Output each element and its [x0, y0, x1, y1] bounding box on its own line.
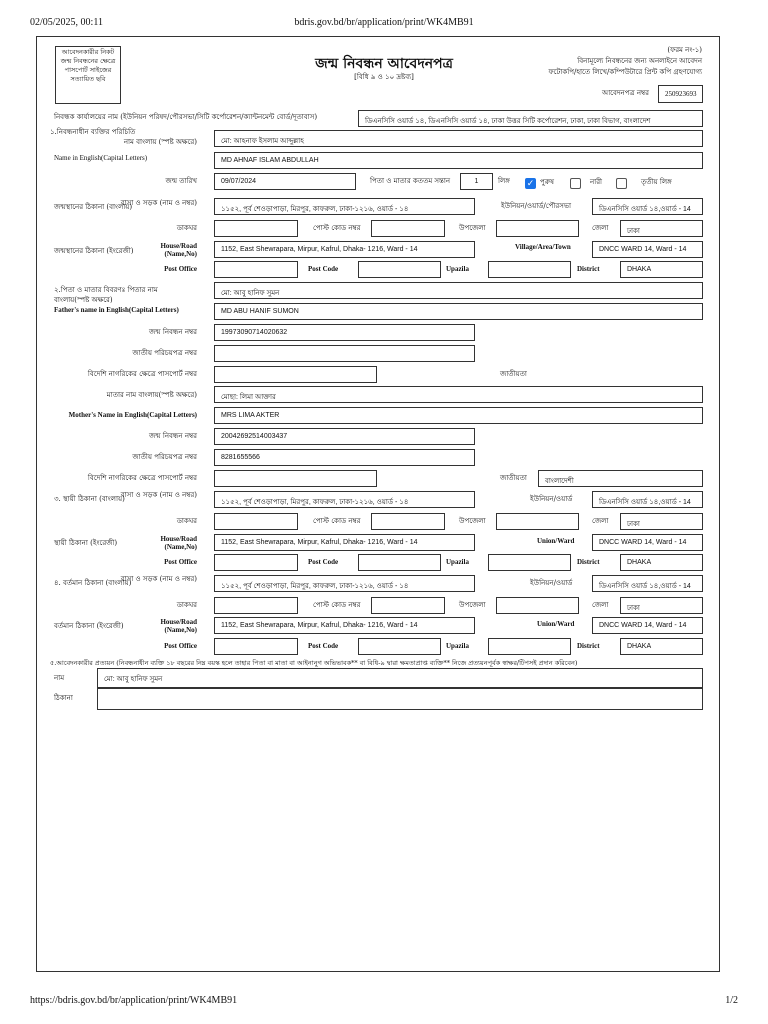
male-label: পুরুষ [540, 178, 554, 186]
present-house-bn-label: বাসা ও সড়ক (নাম ও নম্বর) [120, 575, 197, 583]
present-postcode-en [358, 638, 441, 655]
applicant-address-field [97, 688, 703, 710]
mother-name-bn-field: মোছা: লিমা আক্তার [214, 386, 703, 403]
mother-nationality-label: জাতীয়তা [500, 474, 527, 482]
present-postcode-bn-label: পোস্ট কোড নম্বর [313, 601, 361, 609]
child-order-field: 1 [460, 173, 493, 190]
copy-note: ফটোকপি/হাতে লিখে/কম্পিউটারে প্রিন্ট কপি গ্রহণযোগ্য [548, 68, 702, 76]
print-datetime: 02/05/2025, 00:11 [30, 17, 103, 28]
permanent-en-label: স্থায়ী ঠিকানা (ইংরেজী) [54, 539, 118, 547]
birthplace-house-bn: ১১৫২, পূর্ব শেওড়াপাড়া, মিরপুর, কাফরুল, ঢাকা-১২১৬, ওয়ার্ড - ১৪ [214, 198, 475, 215]
birthplace-upazila-en [488, 261, 571, 278]
photo-placeholder: আবেদনকারীর নিকট জন্ম নিবন্ধনের ক্ষেত্রে পাসপোর্ট সাইজের সত্যায়িত ছবি [55, 46, 121, 104]
father-passport-label: বিদেশি নাগরিকের ক্ষেত্রে পাসপোর্ট নম্বর [87, 370, 197, 378]
applicant-name-label: নাম [54, 674, 65, 682]
birthplace-union-bn-label: ইউনিয়ন/ওয়ার্ড/পৌরসভা [501, 202, 572, 210]
permanent-post-bn [214, 513, 298, 530]
permanent-post-bn-label: ডাকঘর [176, 517, 197, 525]
child-name-bn-field: মো: আহনাফ ইসলাম আব্দুল্লাহ [214, 130, 703, 147]
permanent-district-bn: ঢাকা [620, 513, 703, 530]
father-brn-label: জন্ম নিবন্ধন নম্বর [149, 328, 197, 336]
permanent-upazila-bn-label: উপজেলা [459, 517, 486, 525]
mother-nationality-field: বাংলাদেশী [538, 470, 703, 487]
permanent-postcode-en-label: Post Code [308, 558, 339, 566]
mother-brn-field: 20042692514003437 [214, 428, 475, 445]
section-1-heading: ১.নিবন্ধনাধীন ব্যক্তির পরিচিতি [50, 128, 136, 136]
birthplace-bn-label: জন্মস্থানের ঠিকানা (বাংলায়) [54, 203, 133, 211]
present-union-bn: ডিএনসিসি ওয়ার্ড ১৪,ওয়ার্ড - 14 [592, 575, 703, 592]
birthplace-upazila-bn [496, 220, 579, 237]
present-post-bn [214, 597, 298, 614]
present-union-en: DNCC WARD 14, Ward - 14 [592, 617, 703, 634]
father-name-bn-label: বাংলায়(স্পষ্ট অক্ষরে) [54, 296, 113, 304]
permanent-upazila-en-label: Upazila [446, 558, 469, 566]
child-name-bn-label: নাম বাংলায় (স্পষ্ট অক্ষরে) [123, 138, 197, 146]
present-upazila-bn [496, 597, 579, 614]
father-nid-field [214, 345, 475, 362]
birthplace-union-en: DNCC WARD 14, Ward - 14 [592, 241, 703, 258]
father-name-en-label: Father's name in English(Capital Letters) [54, 306, 179, 314]
permanent-house-bn: ১১৫২, পূর্ব শেওড়াপাড়া, মিরপুর, কাফরুল, ঢাকা-১২১৬, ওয়ার্ড - ১৪ [214, 491, 475, 508]
mother-nid-field: 8281655566 [214, 449, 475, 466]
mother-name-en-label: Mother's Name in English(Capital Letters) [68, 411, 197, 419]
birthplace-post-en-label: Post Office [164, 265, 197, 273]
child-name-en-field: MD AHNAF ISLAM ABDULLAH [214, 152, 703, 169]
female-label: নারী [590, 178, 603, 186]
print-url-footer: https://bdris.gov.bd/br/application/print/WK4MB91 [30, 995, 238, 1006]
present-house-en-label: House/Road (Name,No) [160, 618, 197, 634]
birthplace-district-en-label: District [577, 265, 600, 273]
birthplace-post-bn-label: ডাকঘর [176, 224, 197, 232]
birthplace-district-bn-label: জেলা [592, 224, 609, 232]
father-name-bn-field: মো: আবু হানিফ সুমন [214, 282, 703, 299]
permanent-district-en: DHAKA [620, 554, 703, 571]
present-union-bn-label: ইউনিয়ন/ওয়ার্ড [530, 579, 573, 587]
present-district-en-label: District [577, 642, 600, 650]
permanent-house-bn-label: বাসা ও সড়ক (নাম ও নম্বর) [120, 491, 197, 499]
mother-nid-label: জাতীয় পরিচয়পত্র নম্বর [132, 453, 197, 461]
print-page-number: 1/2 [725, 995, 738, 1006]
present-union-en-label: Union/Ward [537, 620, 575, 628]
present-upazila-en [488, 638, 571, 655]
mother-name-bn-label: মাতার নাম বাংলায়(স্পষ্ট অক্ষরে) [106, 391, 197, 399]
third-gender-checkbox[interactable] [616, 178, 627, 189]
birthplace-district-en: DHAKA [620, 261, 703, 278]
permanent-district-en-label: District [577, 558, 600, 566]
father-brn-field: 19973090714020632 [214, 324, 475, 341]
child-name-en-label: Name in English(Capital Letters) [54, 154, 148, 162]
birthplace-postcode-en [358, 261, 441, 278]
birthplace-village-en-label: Village/Area/Town [515, 243, 571, 251]
online-note: বিনামূল্যে নিবন্ধনের জন্য অনলাইনে আবেদন [577, 57, 702, 65]
permanent-union-bn-label: ইউনিয়ন/ওয়ার্ড [530, 495, 573, 503]
application-number: 250923693 [658, 85, 703, 103]
gender-label: লিঙ্গ [498, 177, 510, 185]
birthplace-union-bn: ডিএনসিসি ওয়ার্ড ১৪,ওয়ার্ড - 14 [592, 198, 703, 215]
father-name-en-field: MD ABU HANIF SUMON [214, 303, 703, 320]
form-number: (ফরম নং-১) [667, 46, 702, 54]
permanent-postcode-bn [371, 513, 445, 530]
birthplace-upazila-bn-label: উপজেলা [459, 224, 486, 232]
birthplace-district-bn: ঢাকা [620, 220, 703, 237]
present-postcode-en-label: Post Code [308, 642, 339, 650]
birthplace-en-label: জন্মস্থানের ঠিকানা (ইংরেজী) [54, 247, 134, 255]
application-number-label: আবেদনপত্র নম্বর [602, 89, 650, 97]
dob-label: জন্ম তারিখ [165, 177, 197, 185]
father-passport-field [214, 366, 377, 383]
birthplace-house-en: 1152, East Shewrapara, Mirpur, Kafrul, Dhaka- 1216, Ward - 14 [214, 241, 475, 258]
child-order-label: পিতা ও মাতার কততম সন্তান [370, 177, 451, 185]
male-checkbox[interactable]: ✓ [526, 179, 535, 189]
section-5-heading: ৫.আবেদনকারীর প্রত্যয়ন (নিবন্ধনাধীন ব্যক্তি ১৮ বছরের নিম্ন বয়স্ক হলে তাহার পিতা বা মাতা বা আইনানুগ অভিভাবক** বা বিধি-৯ দ্বারা ক্ষমতাপ্রাপ্ত ব্যক্তি** নিজে প্রত্যয়নপূর্বক স্বাক্ষর/টিপসই প্রদান করিবেন) [50, 659, 578, 667]
present-en-label: বর্তমান ঠিকানা (ইংরেজী) [54, 622, 124, 630]
mother-passport-label: বিদেশি নাগরিকের ক্ষেত্রে পাসপোর্ট নম্বর [87, 474, 197, 482]
father-nid-label: জাতীয় পরিচয়পত্র নম্বর [132, 349, 197, 357]
present-upazila-bn-label: উপজেলা [459, 601, 486, 609]
dob-field: 09/07/2024 [214, 173, 356, 190]
permanent-post-en [214, 554, 298, 571]
permanent-postcode-en [358, 554, 441, 571]
permanent-house-en: 1152, East Shewrapara, Mirpur, Kafrul, Dhaka- 1216, Ward - 14 [214, 534, 475, 551]
birthplace-post-bn [214, 220, 298, 237]
birthplace-upazila-en-label: Upazila [446, 265, 469, 273]
office-label: নিবন্ধক কার্যালয়ের নাম (ইউনিয়ন পরিষদ/পৌরসভা/সিটি কর্পোরেশন/ক্যান্টনমেন্ট বোর্ড/দূতাবাস) [54, 113, 318, 121]
permanent-house-en-label: House/Road (Name,No) [160, 535, 197, 551]
mother-brn-label: জন্ম নিবন্ধন নম্বর [149, 432, 197, 440]
present-post-en [214, 638, 298, 655]
print-url-header: bdris.gov.bd/br/application/print/WK4MB91 [294, 17, 474, 28]
permanent-union-bn: ডিএনসিসি ওয়ার্ড ১৪,ওয়ার্ড - 14 [592, 491, 703, 508]
permanent-post-en-label: Post Office [164, 558, 197, 566]
permanent-union-en-label: Union/Ward [537, 537, 575, 545]
permanent-upazila-en [488, 554, 571, 571]
third-gender-label: তৃতীয় লিঙ্গ [641, 178, 672, 186]
present-district-bn: ঢাকা [620, 597, 703, 614]
present-house-en: 1152, East Shewrapara, Mirpur, Kafrul, Dhaka- 1216, Ward - 14 [214, 617, 475, 634]
present-house-bn: ১১৫২, পূর্ব শেওড়াপাড়া, মিরপুর, কাফরুল, ঢাকা-১২১৬, ওয়ার্ড - ১৪ [214, 575, 475, 592]
present-post-en-label: Post Office [164, 642, 197, 650]
birthplace-postcode-bn-label: পোস্ট কোড নম্বর [313, 224, 361, 232]
father-nationality-label: জাতীয়তা [500, 370, 527, 378]
present-upazila-en-label: Upazila [446, 642, 469, 650]
birthplace-postcode-bn [371, 220, 445, 237]
mother-passport-field [214, 470, 377, 487]
birthplace-house-en-label: House/Road (Name,No) [160, 242, 197, 258]
office-field: ডিএনসিসি ওয়ার্ড ১৪, ডিএনসিসি ওয়ার্ড ১৪, ঢাকা উত্তর সিটি কর্পোরেশন, ঢাকা, ঢাকা বিভাগ, বাংলাদেশ [358, 110, 703, 127]
form-subtitle: [বিধি ৯ ও ১০ দ্রষ্টব্য] [354, 73, 414, 81]
permanent-district-bn-label: জেলা [592, 517, 609, 525]
applicant-address-label: ঠিকানা [54, 694, 73, 702]
mother-name-en-field: MRS LIMA AKTER [214, 407, 703, 424]
present-bn-label: ৪. বর্তমান ঠিকানা (বাংলায়) [54, 579, 132, 587]
birthplace-house-bn-label: বাসা ও সড়ক (নাম ও নম্বর) [120, 199, 197, 207]
present-district-en: DHAKA [620, 638, 703, 655]
present-post-bn-label: ডাকঘর [176, 601, 197, 609]
present-postcode-bn [371, 597, 445, 614]
permanent-bn-label: ৩. স্থায়ী ঠিকানা (বাংলায়) [54, 495, 125, 503]
birthplace-postcode-en-label: Post Code [308, 265, 339, 273]
permanent-union-en: DNCC WARD 14, Ward - 14 [592, 534, 703, 551]
section-2-heading: ২.পিতা ও মাতার বিবরণঃ পিতার নাম [54, 286, 158, 294]
applicant-name-field: মো: আবু হানিফ সুমন [97, 668, 703, 688]
permanent-upazila-bn [496, 513, 579, 530]
female-checkbox[interactable] [570, 178, 581, 189]
permanent-postcode-bn-label: পোস্ট কোড নম্বর [313, 517, 361, 525]
birthplace-post-en [214, 261, 298, 278]
present-district-bn-label: জেলা [592, 601, 609, 609]
form-title: জন্ম নিবন্ধন আবেদনপত্র [315, 56, 453, 72]
